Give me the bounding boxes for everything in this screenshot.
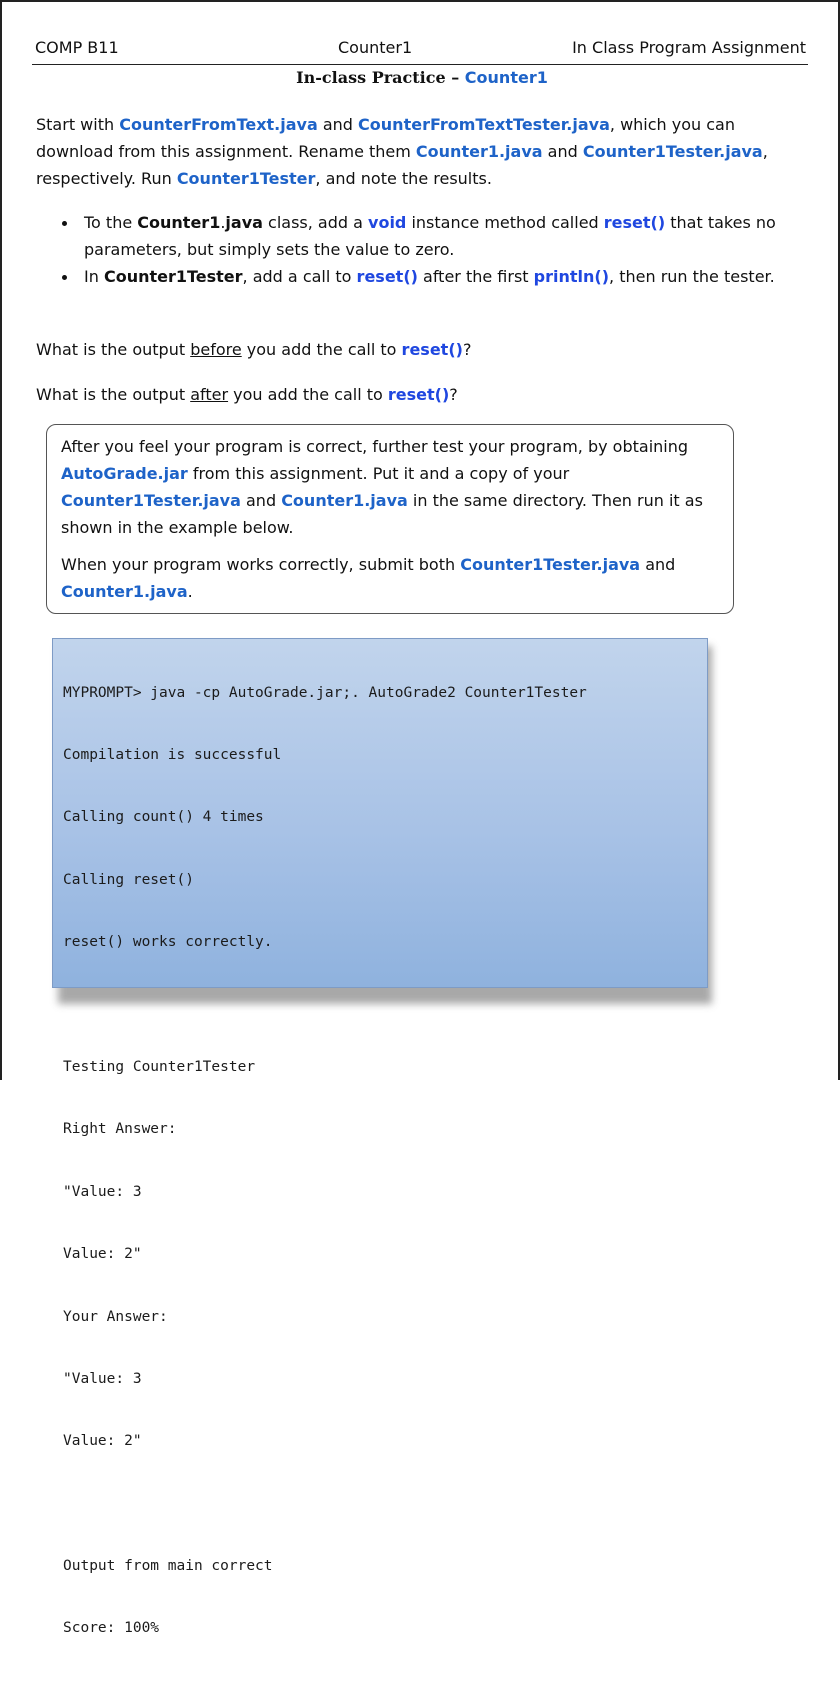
bullet-icon <box>62 275 67 280</box>
filename: Counter1.java <box>415 142 543 161</box>
subtitle-name: Counter1 <box>464 68 548 87</box>
terminal-line: Compilation is successful <box>63 746 282 763</box>
terminal-line <box>63 1494 697 1515</box>
terminal-line: MYPROMPT> java -cp AutoGrade.jar;. AutoGrade2 Counter1Tester <box>63 684 587 701</box>
bullet-icon <box>62 221 67 226</box>
terminal-line: Calling count() 4 times <box>63 809 264 826</box>
terminal-line: Value: 2" <box>63 1433 142 1450</box>
terminal-line: Output from main correct <box>63 1558 273 1575</box>
filename: Counter1.java <box>281 491 408 510</box>
filename: CounterFromTextTester.java <box>358 115 610 134</box>
instructions-box <box>46 424 734 614</box>
note-paragraph: When your program works correctly, submit both Counter1Tester.java and Counter1.java. <box>61 555 676 601</box>
list-item: To the Counter1.java class, add a void instance method called reset() that takes no parameters, but simply sets the value to zero. <box>36 209 796 263</box>
question-after: What is the output after you add the call to reset()? <box>36 385 458 404</box>
filename: Counter1Tester.java <box>460 555 641 574</box>
page-subtitle: In-class Practice – Counter1 <box>296 68 548 87</box>
header-assignment-type: In Class Program Assignment <box>572 38 806 57</box>
terminal-line <box>63 995 697 1016</box>
terminal-line: reset() works correctly. <box>63 934 273 951</box>
header-title: Counter1 <box>338 38 413 57</box>
terminal-line: Calling reset() <box>63 871 194 888</box>
filename: CounterFromText.java <box>119 115 318 134</box>
list-item: In Counter1Tester, add a call to reset() after the first println(), then run the tester. <box>36 263 796 290</box>
filename: Counter1.java <box>61 582 188 601</box>
terminal-line: Right Answer: <box>63 1121 177 1138</box>
note-paragraph: After you feel your program is correct, further test your program, by obtaining AutoGrade.jar from this assignment. Put it and a copy of your Counter1Tester.java and Counter1.java in the same directory. Then run it as shown in the example below. <box>61 437 703 537</box>
terminal-line: "Value: 3 <box>63 1370 142 1387</box>
intro-paragraph: Start with CounterFromText.java and CounterFromTextTester.java, which you can download from this assignment. Rename them Counter1.java and Counter1Tester.java, respectively. Run Counter1Tester, and note the results. <box>36 115 768 188</box>
filename: Counter1Tester.java <box>582 142 763 161</box>
question-before: What is the output before you add the call to reset()? <box>36 340 472 359</box>
filename: Counter1Tester <box>176 169 316 188</box>
terminal-line: Value: 2" <box>63 1246 142 1263</box>
filename: AutoGrade.jar <box>61 464 188 483</box>
instruction-list <box>36 209 796 290</box>
terminal-line: Score: 100% <box>63 1620 160 1637</box>
course-code: COMP B11 <box>35 38 119 57</box>
terminal-output <box>52 638 708 1637</box>
terminal-line: "Value: 3 <box>63 1183 142 1200</box>
terminal-line: Testing Counter1Tester <box>63 1058 256 1075</box>
page-header <box>32 38 808 65</box>
terminal-line: Your Answer: <box>63 1308 168 1325</box>
filename: Counter1Tester.java <box>61 491 241 510</box>
